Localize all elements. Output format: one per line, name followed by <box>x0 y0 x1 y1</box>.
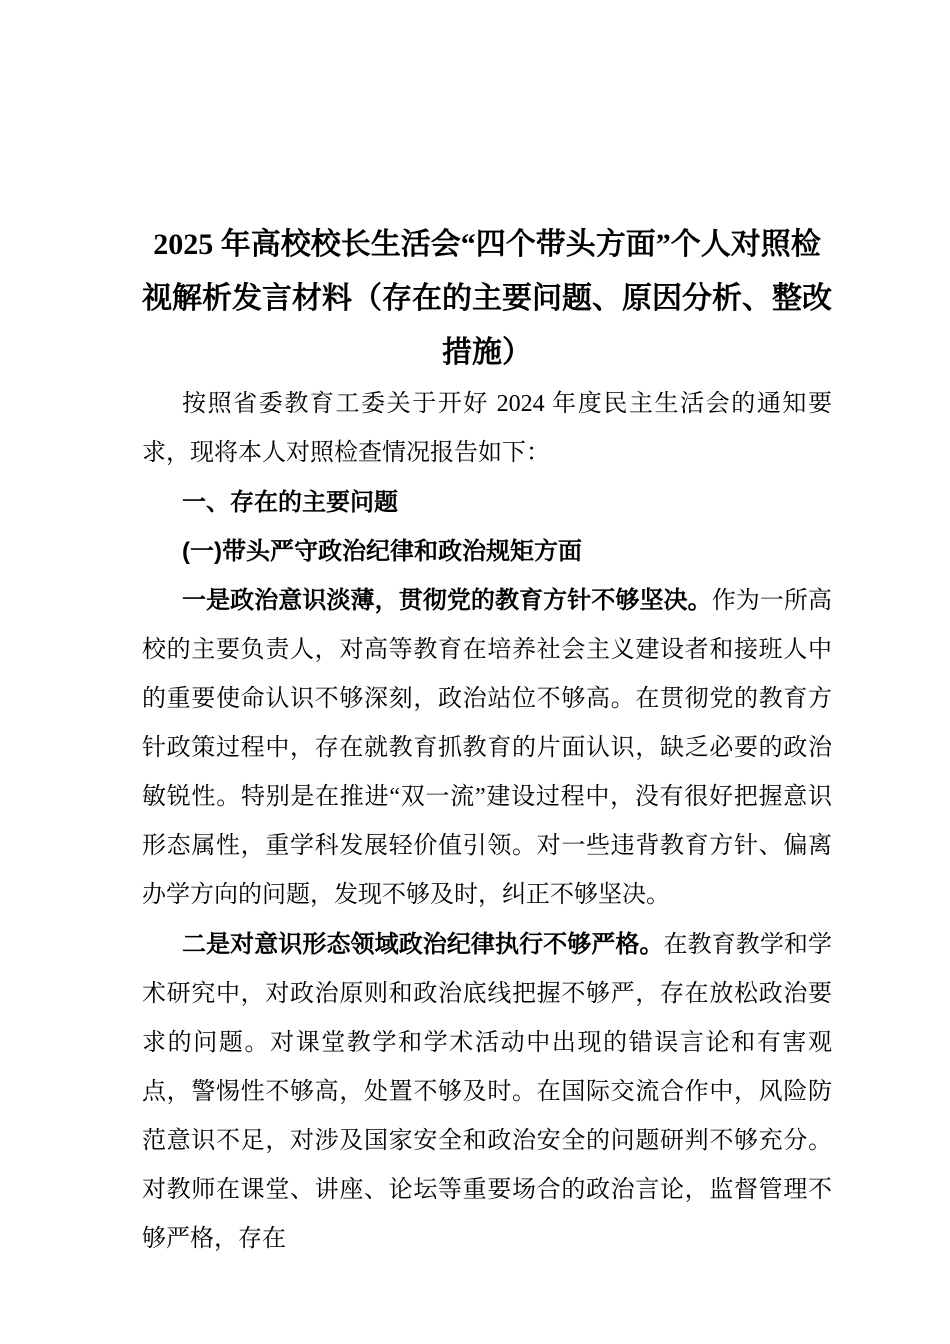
intro-paragraph: 按照省委教育工委关于开好 2024 年度民主生活会的通知要求，现将本人对照检查情况报告如下： <box>142 391 832 466</box>
point-2-body: 在教育教学和学术研究中，对政治原则和政治底线把握不够严，存在放松政治要求的问题。对课堂教学和学术活动中出现的错误言论和有害观点，警惕性不够高，处置不够及时。在国际交流合作中，风险防范意识不足，对涉及国家安全和政治安全的问题研判不够充分。对教师在课堂、讲座、论坛等重要场合的政治言论，监督管理不够严格，存在 <box>142 932 833 1252</box>
section-heading: 一、存在的主要问题 <box>182 489 398 516</box>
point-1-paragraph <box>142 576 832 920</box>
point-1-lead: 一是政治意识淡薄，贯彻党的教育方针不够坚决。 <box>182 587 712 614</box>
point-1-body: 作为一所高校的主要负责人，对高等教育在培养社会主义建设者和接班人中的重要使命认识不够深刻，政治站位不够高。在贯彻党的教育方针政策过程中，存在就教育抓教育的片面认识，缺乏必要的政治敏锐性。特别是在推进“双一流”建设过程中，没有很好把握意识形态属性，重学科发展轻价值引领。对一些违背教育方针、偏离办学方向的问题，发现不够及时，纠正不够坚决。 <box>142 588 833 908</box>
document-title: 2025 年高校校长生活会“四个带头方面”个人对照检视解析发言材料（存在的主要问题、原因分析、整改措施） <box>142 228 832 369</box>
point-2-paragraph <box>142 920 832 1264</box>
subsection-heading: (一)带头严守政治纪律和政治规矩方面 <box>182 538 582 565</box>
point-2-lead: 二是对意识形态领域政治纪律执行不够严格。 <box>182 931 664 958</box>
